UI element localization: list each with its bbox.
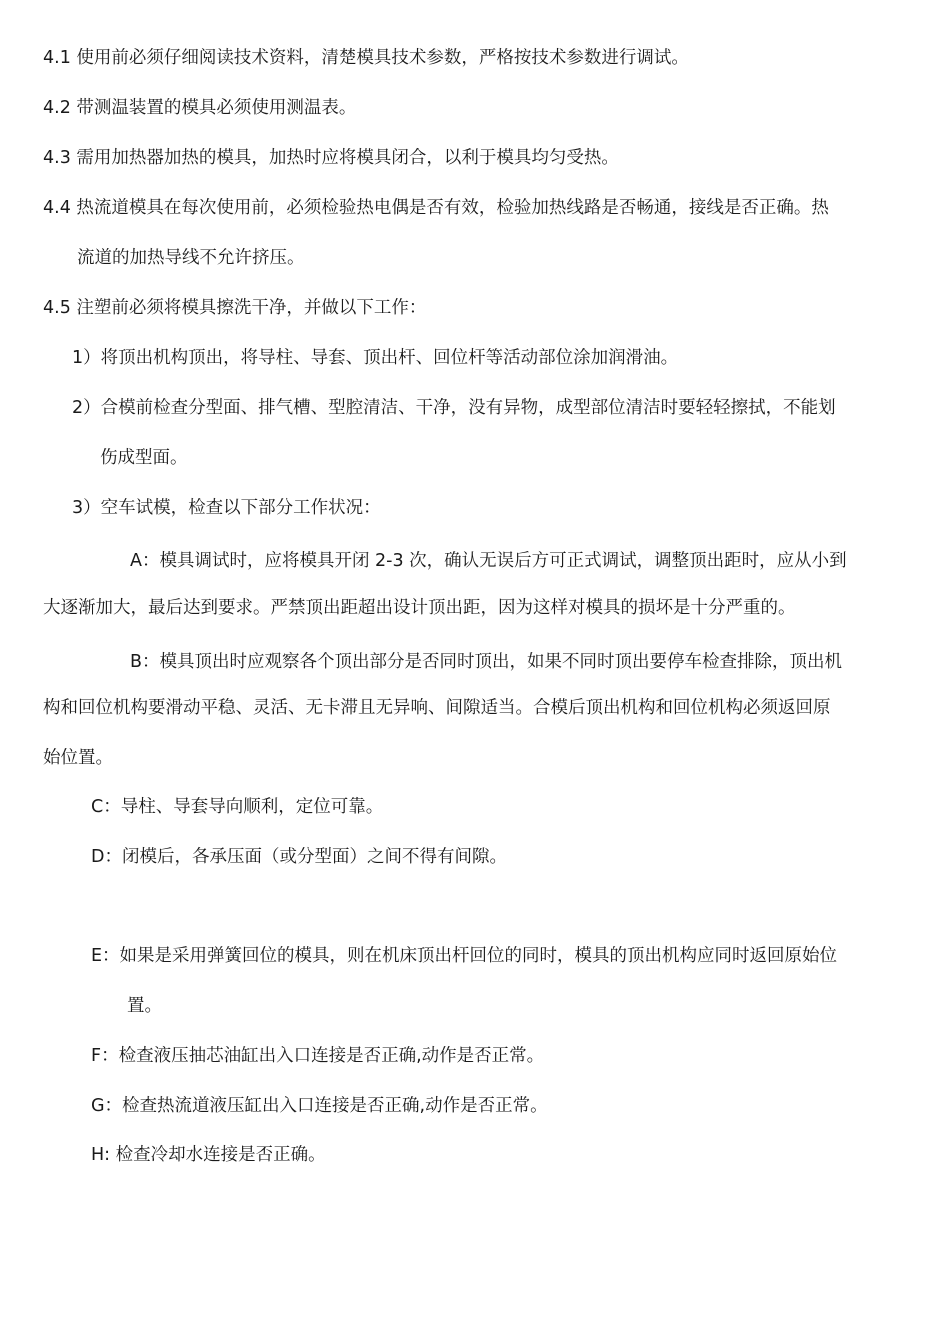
- check-f-line-1: F：检查液压抽芯油缸出入口连接是否正确,动作是否正常。: [91, 1046, 545, 1066]
- check-b-line-1: B：模具顶出时应观察各个顶出部分是否同时顶出，如果不同时顶出要停车检查排除，顶出机: [130, 652, 843, 672]
- item-4-2-line-1: 4.2 带测温装置的模具必须使用测温表。: [43, 98, 357, 118]
- item-4-5-line-1: 4.5 注塑前必须将模具擦洗干净，并做以下工作：: [43, 298, 427, 318]
- check-e-line-2: 置。: [127, 996, 162, 1016]
- item-4-3-line-1: 4.3 需用加热器加热的模具，加热时应将模具闭合，以利于模具均匀受热。: [43, 148, 619, 168]
- check-b-line-3: 始位置。: [43, 748, 113, 768]
- item-4-1-line-1: 4.1 使用前必须仔细阅读技术资料，清楚模具技术参数，严格按技术参数进行调试。: [43, 48, 689, 68]
- item-4-4-line-2: 流道的加热导线不允许挤压。: [77, 248, 305, 268]
- check-h-line-1: H: 检查冷却水连接是否正确。: [91, 1145, 326, 1165]
- check-a-line-1: A：模具调试时，应将模具开闭 2-3 次，确认无误后方可正式调试，调整顶出距时，应从小到: [130, 551, 847, 571]
- subitem-3-line-1: 3）空车试模，检查以下部分工作状况：: [72, 498, 381, 518]
- check-b-line-2: 构和回位机构要滑动平稳、灵活、无卡滞且无异响、间隙适当。合模后顶出机构和回位机构必须返回原: [43, 698, 831, 718]
- item-4-4-line-1: 4.4 热流道模具在每次使用前，必须检验热电偶是否有效，检验加热线路是否畅通，接线是否正确。热: [43, 198, 829, 218]
- check-g-line-1: G：检查热流道液压缸出入口连接是否正确,动作是否正常。: [91, 1096, 548, 1116]
- check-c-line-1: C：导柱、导套导向顺利，定位可靠。: [91, 797, 384, 817]
- check-d-line-1: D：闭模后，各承压面（或分型面）之间不得有间隙。: [91, 847, 507, 867]
- check-e-line-1: E：如果是采用弹簧回位的模具，则在机床顶出杆回位的同时，模具的顶出机构应同时返回原始位: [91, 946, 838, 966]
- check-a-line-2: 大逐渐加大，最后达到要求。严禁顶出距超出设计顶出距，因为这样对模具的损坏是十分严重的。: [43, 598, 796, 618]
- subitem-2-line-1: 2）合模前检查分型面、排气槽、型腔清洁、干净，没有异物，成型部位清洁时要轻轻擦拭，不能划: [72, 398, 836, 418]
- subitem-2-line-2: 伤成型面。: [100, 448, 188, 468]
- subitem-1-line-1: 1）将顶出机构顶出，将导柱、导套、顶出杆、回位杆等活动部位涂加润滑油。: [72, 348, 679, 368]
